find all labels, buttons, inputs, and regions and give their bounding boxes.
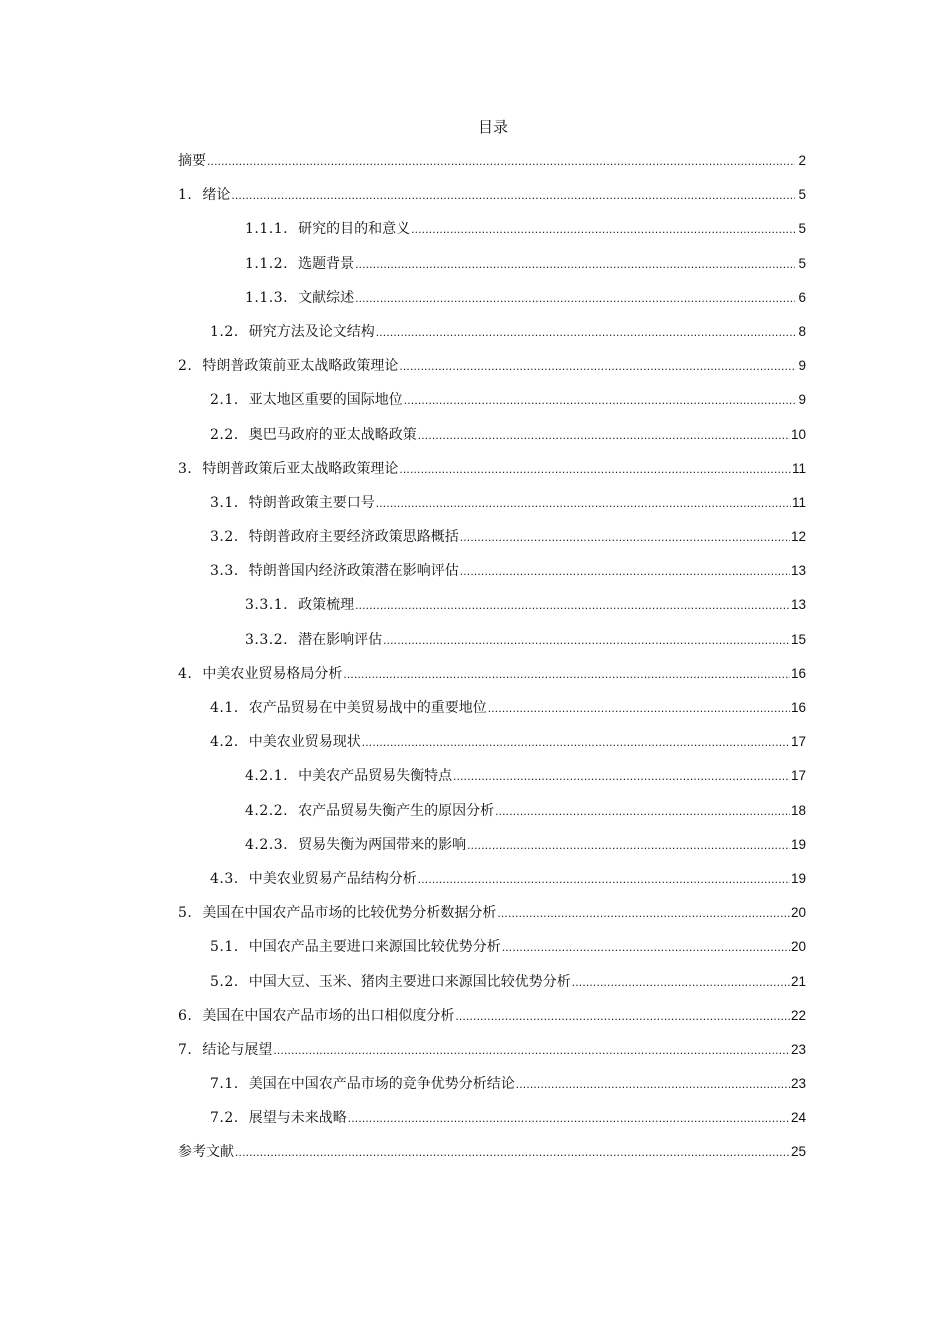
toc-entry-label: 美国在中国农产品市场的出口相似度分析 [202, 1007, 455, 1024]
toc-entry-number: 2.1. [210, 392, 239, 409]
toc-entry[interactable] [178, 936, 806, 970]
toc-dot-leader [411, 218, 795, 240]
toc-page-number: 13 [790, 597, 806, 613]
toc-dot-leader [355, 253, 795, 275]
toc-entry[interactable] [178, 765, 806, 799]
toc-page-number: 15 [790, 631, 806, 647]
toc-dot-leader [376, 321, 795, 343]
toc-page-number: 18 [790, 802, 806, 818]
toc-entry-label: 中美农业贸易格局分析 [202, 665, 343, 682]
toc-entry-label: 中国农产品主要进口来源国比较优势分析 [248, 939, 501, 956]
toc-dot-leader [495, 800, 790, 822]
toc-entry-label: 绪论 [202, 187, 231, 204]
toc-entry[interactable] [178, 1039, 806, 1073]
toc-page-number: 8 [798, 323, 806, 339]
toc-page-number: 17 [790, 768, 806, 784]
toc-entry-number: 4.1. [210, 700, 239, 716]
toc-page-number: 11 [791, 494, 806, 510]
toc-entry-number: 2.2. [210, 426, 239, 443]
toc-entry[interactable] [178, 150, 806, 184]
toc-title: 目录 [477, 118, 508, 136]
toc-page-number: 13 [790, 563, 806, 579]
toc-dot-leader [399, 458, 791, 480]
toc-entry-number: 3.3. [210, 563, 239, 580]
toc-dot-leader [399, 355, 795, 377]
toc-entry-label: 结论与展望 [202, 1041, 273, 1058]
toc-entry[interactable] [178, 800, 806, 834]
toc-dot-leader [343, 663, 790, 685]
toc-entry-number: 1.2. [210, 323, 239, 340]
toc-page-number: 25 [790, 1144, 806, 1160]
toc-entry[interactable] [178, 697, 806, 731]
toc-page-number: 10 [790, 426, 806, 442]
toc-dot-leader [453, 765, 790, 787]
toc-page-number: 5 [798, 221, 806, 237]
toc-page-number: 5 [798, 187, 806, 203]
toc-page-number: 21 [790, 973, 806, 989]
toc-entry[interactable] [178, 834, 806, 868]
toc-page-number: 5 [798, 255, 806, 271]
toc-entry-number: 4.2.3. [245, 836, 289, 853]
toc-entry[interactable] [178, 868, 806, 902]
toc-page-number: 24 [790, 1110, 806, 1126]
toc-entry[interactable] [178, 424, 806, 458]
toc-page-number: 19 [790, 870, 806, 886]
toc-entry-number: 2. [178, 358, 193, 375]
toc-dot-leader [502, 936, 790, 958]
toc-entry-number: 1.1.2. [245, 255, 289, 272]
toc-entry-number: 7.2. [210, 1110, 239, 1127]
toc-entry-label: 奥巴马政府的亚太战略政策 [248, 426, 417, 443]
toc-entry[interactable] [178, 902, 806, 936]
toc-entry-label: 中国大豆、玉米、猪肉主要进口来源国比较优势分析 [248, 973, 571, 990]
toc-entry-label: 潜在影响评估 [298, 631, 383, 648]
toc-entry-label: 特朗普政策主要口号 [248, 494, 375, 511]
toc-page-number: 20 [790, 905, 806, 921]
toc-entry-number: 4.2.1. [245, 768, 289, 785]
toc-entry-label: 政策梳理 [298, 597, 355, 614]
toc-page-number: 19 [790, 836, 806, 852]
toc-dot-leader [404, 389, 795, 411]
toc-entry-label: 中美农业贸易产品结构分析 [248, 870, 417, 887]
toc-entry-label: 特朗普政策前亚太战略政策理论 [202, 358, 399, 375]
toc-page-number: 20 [790, 939, 806, 955]
toc-entry[interactable] [178, 389, 806, 423]
toc-page-number: 9 [798, 358, 806, 374]
toc-entry-number: 4. [178, 665, 193, 682]
toc-entry-number: 7. [178, 1041, 193, 1058]
toc-dot-leader [460, 526, 790, 548]
toc-entry-label: 农产品贸易失衡产生的原因分析 [298, 802, 495, 819]
toc-entry-number: 3.2. [210, 529, 239, 546]
toc-entry-number: 1.1.1. [245, 221, 289, 238]
toc-page-number: 17 [790, 734, 806, 750]
toc-entry-label: 选题背景 [298, 255, 355, 272]
toc-dot-leader [516, 1073, 790, 1095]
toc-dot-leader [355, 287, 795, 309]
toc-entry[interactable] [178, 218, 806, 252]
toc-entry-number: 3. [178, 460, 193, 477]
toc-entry-label: 特朗普政策后亚太战略政策理论 [202, 460, 399, 477]
toc-entry[interactable] [178, 492, 806, 526]
toc-dot-leader [418, 868, 790, 890]
toc-entry-number: 5. [178, 905, 193, 922]
toc-entry[interactable] [178, 594, 806, 628]
toc-entry-label: 特朗普政府主要经济政策思路概括 [248, 529, 459, 546]
toc-entry-number: 4.2.2. [245, 802, 289, 819]
toc-entry-number: 1.1.3. [245, 289, 289, 306]
toc-entry[interactable] [178, 560, 806, 594]
toc-entry[interactable] [178, 971, 806, 1005]
toc-dot-leader [383, 629, 790, 651]
toc-entry[interactable] [178, 629, 806, 663]
table-of-contents [178, 150, 806, 1176]
toc-dot-leader [207, 150, 795, 172]
toc-entry-label: 美国在中国农产品市场的竞争优势分析结论 [248, 1076, 515, 1093]
toc-entry-label: 特朗普国内经济政策潜在影响评估 [248, 563, 459, 580]
toc-entry-number: 6. [178, 1007, 193, 1024]
toc-entry[interactable] [178, 663, 806, 697]
toc-entry-label: 农产品贸易在中美贸易战中的重要地位 [248, 700, 487, 716]
toc-page-number: 11 [791, 460, 806, 476]
toc-dot-leader [455, 1005, 790, 1027]
toc-page-number: 23 [790, 1041, 806, 1057]
toc-page-number: 9 [798, 392, 806, 408]
toc-entry-number: 1. [178, 187, 193, 204]
toc-entry[interactable] [178, 1107, 806, 1141]
toc-page-number: 16 [790, 665, 806, 681]
toc-entry-number: 3.3.2. [245, 631, 289, 648]
toc-entry-label: 中美农业贸易现状 [248, 734, 361, 751]
toc-entry-label: 中美农产品贸易失衡特点 [298, 768, 453, 785]
toc-entry[interactable] [178, 321, 806, 355]
toc-entry-number: 3.1. [210, 494, 239, 511]
toc-page-number: 6 [798, 289, 806, 305]
toc-dot-leader [376, 492, 791, 514]
toc-dot-leader [488, 697, 790, 719]
toc-dot-leader [348, 1107, 790, 1129]
toc-entry-label: 摘要 [178, 153, 206, 169]
toc-dot-leader [231, 184, 795, 206]
toc-page-number: 16 [790, 700, 806, 715]
toc-entry[interactable] [178, 253, 806, 287]
toc-page-number: 22 [790, 1007, 806, 1023]
toc-entry-number: 4.3. [210, 870, 239, 887]
toc-entry[interactable] [178, 355, 806, 389]
toc-page-number: 12 [790, 529, 806, 545]
toc-entry-label: 文献综述 [298, 289, 355, 306]
toc-dot-leader [572, 971, 790, 993]
toc-entry-number: 7.1. [210, 1076, 239, 1093]
toc-entry[interactable] [178, 458, 806, 492]
toc-entry[interactable] [178, 731, 806, 765]
toc-dot-leader [497, 902, 790, 924]
toc-dot-leader [355, 594, 790, 616]
toc-entry-label: 展望与未来战略 [248, 1110, 347, 1127]
toc-entry-label: 美国在中国农产品市场的比较优势分析数据分析 [202, 905, 497, 922]
toc-entry-label: 亚太地区重要的国际地位 [248, 392, 403, 409]
toc-entry[interactable] [178, 526, 806, 560]
toc-dot-leader [460, 560, 790, 582]
toc-entry[interactable] [178, 1005, 806, 1039]
toc-entry-label: 研究的目的和意义 [298, 221, 411, 238]
toc-entry-number: 3.3.1. [245, 597, 289, 614]
toc-entry[interactable] [178, 1141, 806, 1175]
toc-entry-label: 研究方法及论文结构 [248, 323, 375, 340]
toc-page-number: 23 [790, 1076, 806, 1092]
toc-entry-label: 参考文献 [178, 1144, 234, 1161]
toc-entry[interactable] [178, 287, 806, 321]
toc-page-number: 2 [798, 153, 806, 168]
toc-entry-number: 5.1. [210, 939, 239, 956]
toc-entry[interactable] [178, 1073, 806, 1107]
toc-dot-leader [235, 1141, 790, 1163]
toc-entry[interactable] [178, 184, 806, 218]
toc-dot-leader [467, 834, 790, 856]
toc-entry-label: 贸易失衡为两国带来的影响 [298, 836, 467, 853]
toc-dot-leader [273, 1039, 790, 1061]
toc-dot-leader [362, 731, 790, 753]
toc-entry-number: 5.2. [210, 973, 239, 990]
toc-entry-number: 4.2. [210, 734, 239, 751]
toc-dot-leader [418, 424, 790, 446]
